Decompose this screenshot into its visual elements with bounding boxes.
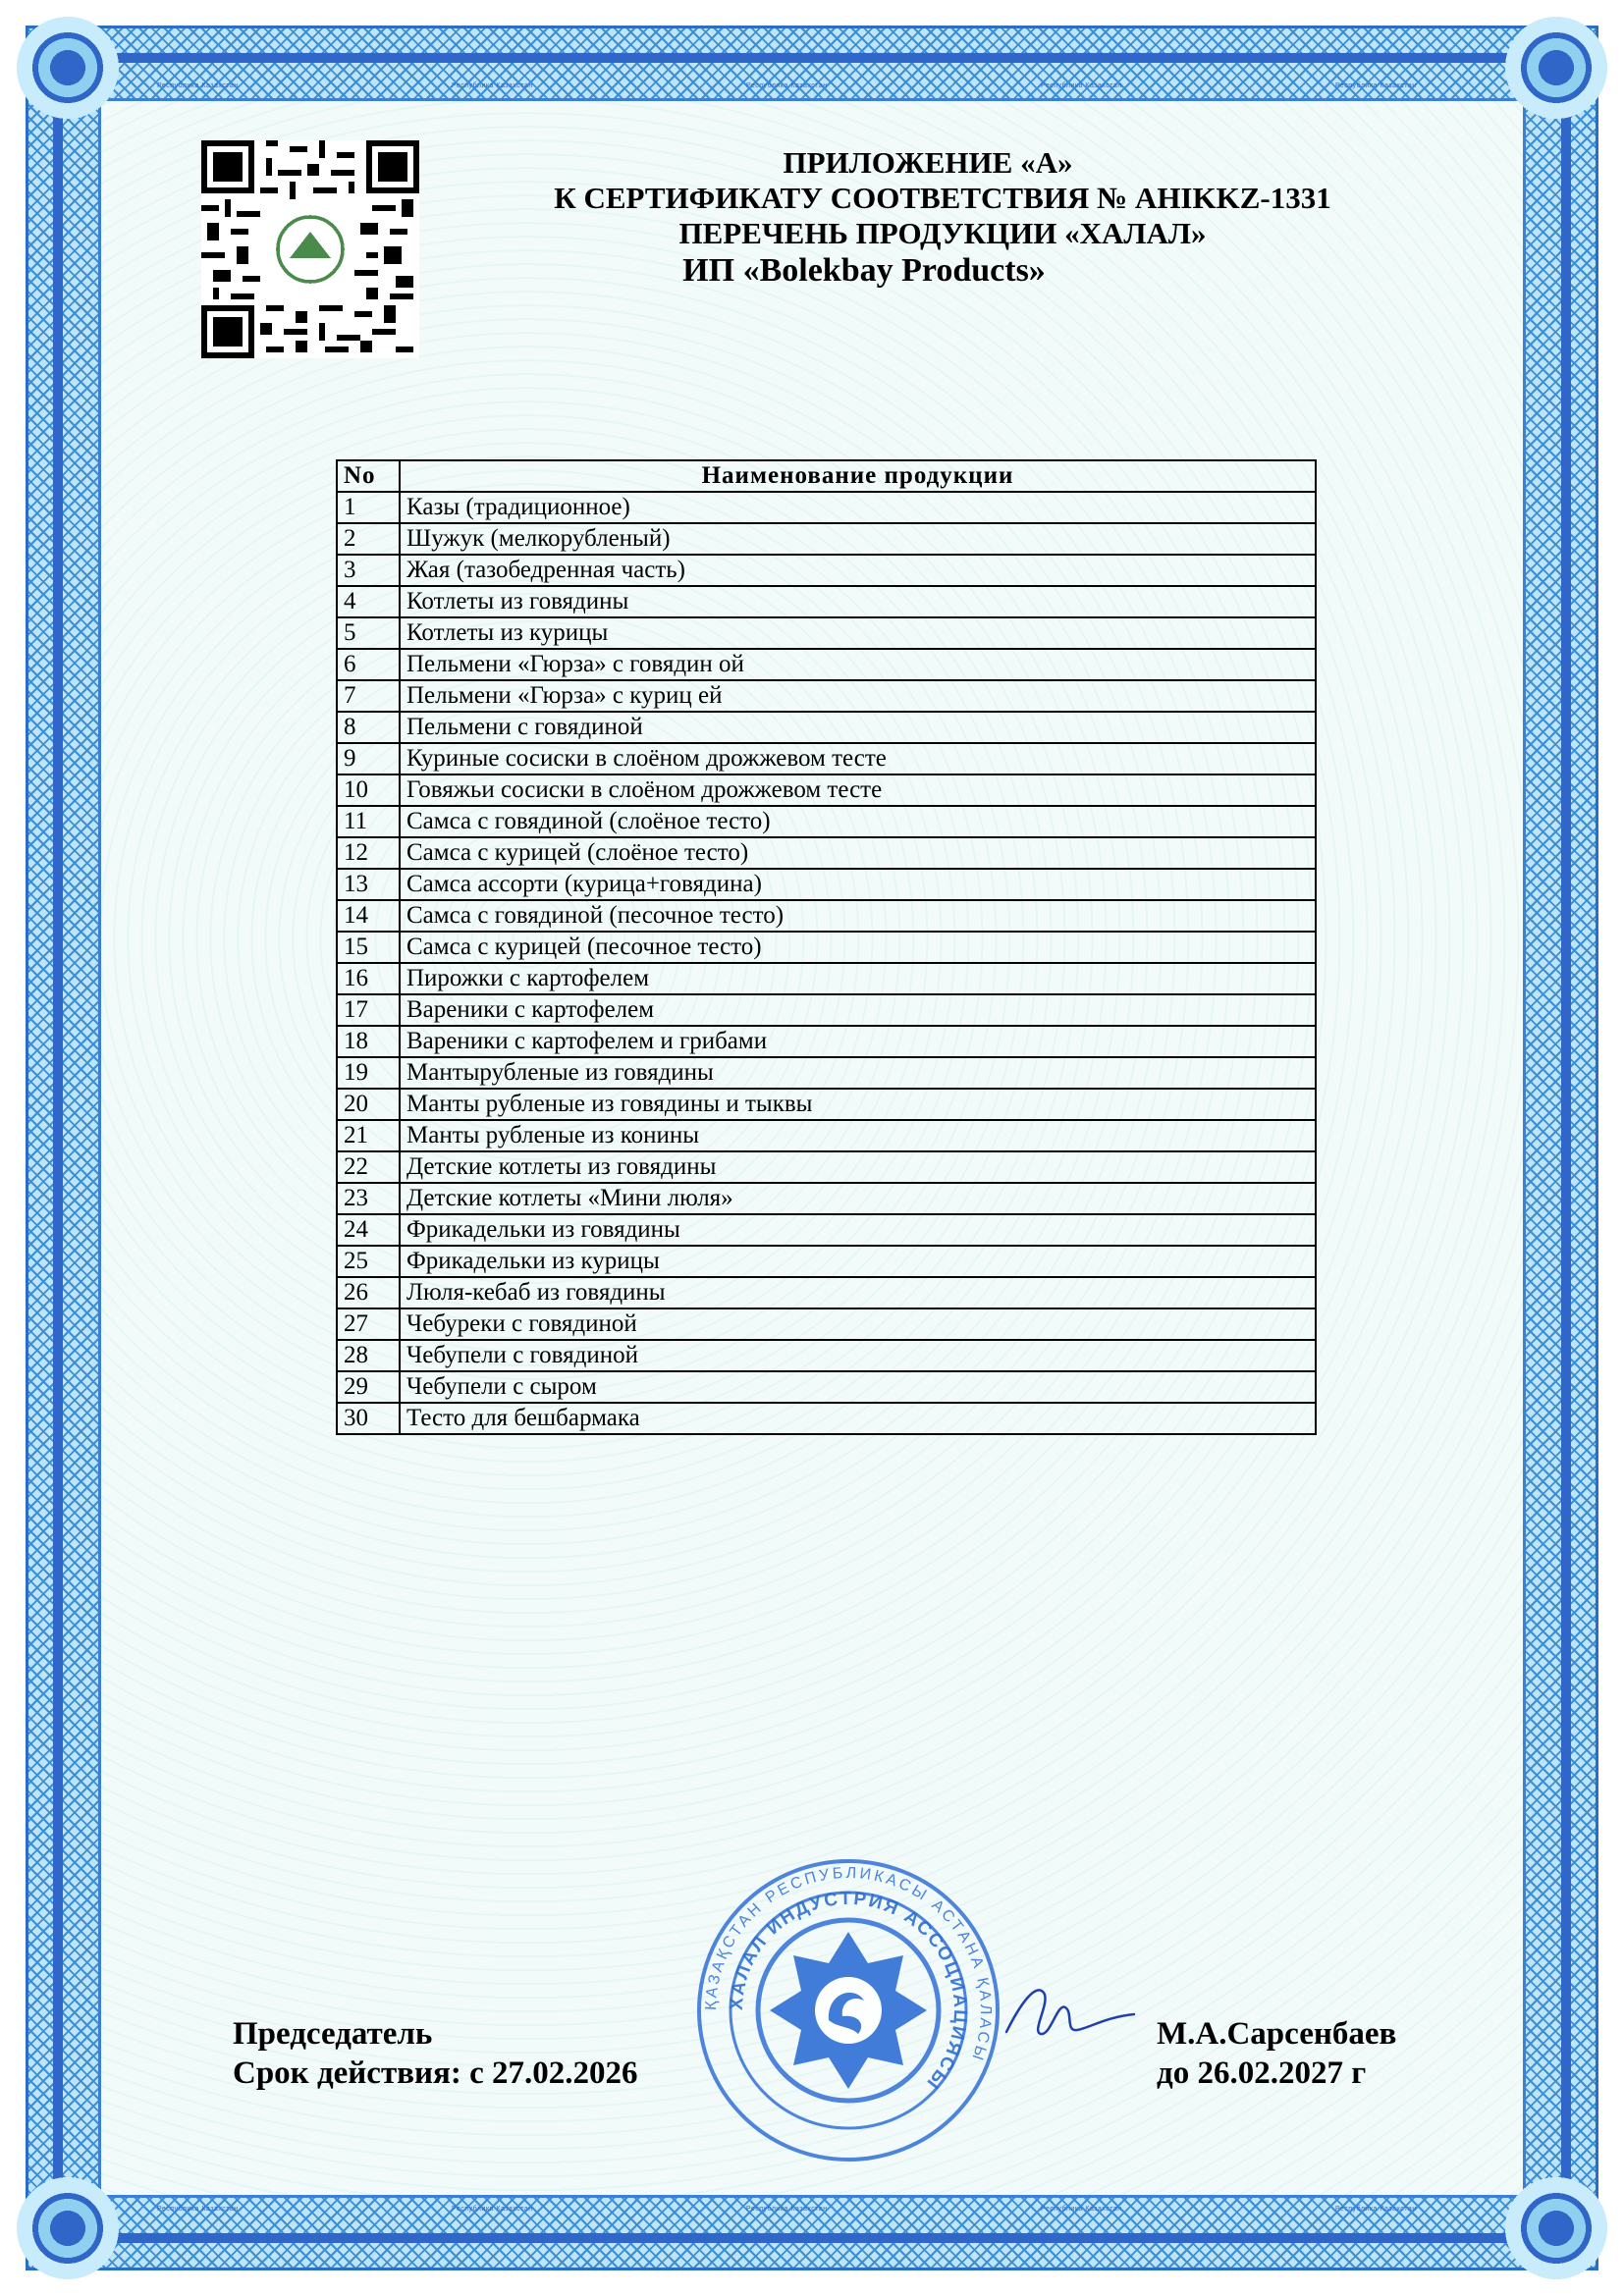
product-name: Мантырубленые из говядины — [400, 1057, 1316, 1089]
row-number: 15 — [337, 932, 400, 963]
appendix-title: ПРИЛОЖЕНИЕ «А» — [783, 145, 1073, 180]
border-microtext: Республика Казахстан — [157, 2206, 239, 2213]
table-row — [337, 1057, 1316, 1089]
corner-ornament-icon — [1502, 14, 1610, 122]
row-number: 11 — [337, 806, 400, 837]
table-row — [337, 1089, 1316, 1120]
table-row — [337, 869, 1316, 900]
table-row — [337, 492, 1316, 523]
row-number: 12 — [337, 837, 400, 869]
border-microtext: Республика Казахстан — [1041, 82, 1122, 89]
product-name: Самса с курицей (песочное тесто) — [400, 932, 1316, 963]
table-row — [337, 1403, 1316, 1434]
row-number: 2 — [337, 523, 400, 555]
table-row — [337, 806, 1316, 837]
product-name: Пельмени «Гюрза» с говядин ой — [400, 649, 1316, 680]
product-name: Говяжьи сосиски в слоёном дрожжевом тесте — [400, 774, 1316, 806]
row-number: 20 — [337, 1089, 400, 1120]
product-name: Чебуреки с говядиной — [400, 1308, 1316, 1340]
chairman-signature — [997, 1963, 1144, 2052]
table-row — [337, 1371, 1316, 1403]
product-name: Детские котлеты из говядины — [400, 1151, 1316, 1183]
row-number: 3 — [337, 555, 400, 586]
product-name: Самса с говядиной (песочное тесто) — [400, 900, 1316, 932]
table-row — [337, 680, 1316, 712]
border-microtext: Республика Казахстан — [452, 2206, 533, 2213]
border-microtext: Республика Казахстан — [1041, 2206, 1122, 2213]
company-name: ИП «Bolekbay Products» — [682, 252, 1046, 289]
product-name: Чебупели с сыром — [400, 1371, 1316, 1403]
row-number: 25 — [337, 1246, 400, 1277]
table-row — [337, 932, 1316, 963]
product-name: Самса ассорти (курица+говядина) — [400, 869, 1316, 900]
chairman-label: Председатель — [233, 2016, 433, 2052]
row-number: 14 — [337, 900, 400, 932]
table-header-row — [337, 460, 1316, 492]
row-number: 10 — [337, 774, 400, 806]
validity-start: Срок действия: с 27.02.2026 — [233, 2056, 638, 2091]
row-number: 21 — [337, 1120, 400, 1151]
table-row — [337, 1277, 1316, 1308]
product-name: Куриные сосиски в слоёном дрожжевом тесте — [400, 743, 1316, 774]
corner-ornament-icon — [14, 2174, 122, 2282]
product-name: Детские котлеты «Мини люля» — [400, 1183, 1316, 1214]
document-heading — [412, 145, 1473, 291]
row-number: 6 — [337, 649, 400, 680]
table-row — [337, 837, 1316, 869]
border-microtext: Республика Казахстан — [1335, 2206, 1417, 2213]
border-microtext: Республика Казахстан — [746, 82, 828, 89]
product-name: Самса с говядиной (слоёное тесто) — [400, 806, 1316, 837]
row-number: 27 — [337, 1308, 400, 1340]
validity-end: до 26.02.2027 г — [1157, 2056, 1367, 2091]
footer-left — [233, 2014, 637, 2093]
row-number: 7 — [337, 680, 400, 712]
seal-outer-text: ҚАЗАҚСТАН РЕСПУБЛИКАСЫ АСТАНА ҚАЛАСЫ — [702, 1864, 995, 2065]
row-number: 28 — [337, 1340, 400, 1371]
table-row — [337, 1120, 1316, 1151]
table-row — [337, 712, 1316, 743]
product-name: Манты рубленые из говядины и тыквы — [400, 1089, 1316, 1120]
column-header-name: Наименование продукции — [400, 460, 1316, 492]
table-row — [337, 523, 1316, 555]
product-name: Вареники с картофелем — [400, 994, 1316, 1026]
row-number: 8 — [337, 712, 400, 743]
table-row — [337, 649, 1316, 680]
column-header-number: No — [337, 460, 400, 492]
row-number: 24 — [337, 1214, 400, 1246]
row-number: 1 — [337, 492, 400, 523]
official-seal — [691, 1853, 1005, 2167]
row-number: 23 — [337, 1183, 400, 1214]
product-name: Самса с курицей (слоёное тесто) — [400, 837, 1316, 869]
table-row — [337, 555, 1316, 586]
product-name: Фрикадельки из курицы — [400, 1246, 1316, 1277]
product-name: Жая (тазобедренная часть) — [400, 555, 1316, 586]
table-row — [337, 1246, 1316, 1277]
corner-ornament-icon — [1502, 2174, 1610, 2282]
row-number: 13 — [337, 869, 400, 900]
table-row — [337, 586, 1316, 617]
row-number: 16 — [337, 963, 400, 994]
product-name: Чебупели с говядиной — [400, 1340, 1316, 1371]
table-row — [337, 900, 1316, 932]
border-microtext: Республика Казахстан — [452, 82, 533, 89]
border-microtext: Республика Казахстан — [746, 2206, 828, 2213]
corner-ornament-icon — [14, 14, 122, 122]
product-name: Котлеты из говядины — [400, 586, 1316, 617]
table-row — [337, 743, 1316, 774]
row-number: 9 — [337, 743, 400, 774]
border-microtext: Республика Казахстан — [1335, 82, 1417, 89]
product-list-title: ПЕРЕЧЕНЬ ПРОДУКЦИИ «ХАЛАЛ» — [678, 216, 1207, 250]
table-row — [337, 617, 1316, 649]
row-number: 19 — [337, 1057, 400, 1089]
seal-inner-text: ХАЛАЛ ИНДУСТРИЯ АССОЦИАЦИЯСЫ — [726, 1888, 971, 2095]
product-name: Люля-кебаб из говядины — [400, 1277, 1316, 1308]
certificate-number-line: К СЕРТИФИКАТУ СООТВЕТСТВИЯ № AHIKKZ-1331 — [554, 181, 1331, 215]
table-row — [337, 1308, 1316, 1340]
product-name: Манты рубленые из конины — [400, 1120, 1316, 1151]
product-name: Фрикадельки из говядины — [400, 1214, 1316, 1246]
row-number: 29 — [337, 1371, 400, 1403]
border-microtext: Республика Казахстан — [157, 82, 239, 89]
table-row — [337, 994, 1316, 1026]
product-name: Шужук (мелкорубленый) — [400, 523, 1316, 555]
row-number: 5 — [337, 617, 400, 649]
table-row — [337, 1151, 1316, 1183]
product-name: Пельмени «Гюрза» с куриц ей — [400, 680, 1316, 712]
row-number: 30 — [337, 1403, 400, 1434]
products-table — [336, 459, 1317, 1435]
table-row — [337, 963, 1316, 994]
product-name: Пельмени с говядиной — [400, 712, 1316, 743]
table-row — [337, 774, 1316, 806]
product-name: Котлеты из курицы — [400, 617, 1316, 649]
row-number: 4 — [337, 586, 400, 617]
row-number: 26 — [337, 1277, 400, 1308]
table-row — [337, 1183, 1316, 1214]
chairman-name: М.А.Сарсенбаев — [1157, 2016, 1397, 2052]
table-row — [337, 1026, 1316, 1057]
table-row — [337, 1340, 1316, 1371]
table-row — [337, 1214, 1316, 1246]
row-number: 22 — [337, 1151, 400, 1183]
product-name: Тесто для бешбармака — [400, 1403, 1316, 1434]
product-name: Вареники с картофелем и грибами — [400, 1026, 1316, 1057]
footer-right — [1157, 2014, 1396, 2093]
row-number: 17 — [337, 994, 400, 1026]
row-number: 18 — [337, 1026, 400, 1057]
product-name: Казы (традиционное) — [400, 492, 1316, 523]
product-name: Пирожки с картофелем — [400, 963, 1316, 994]
